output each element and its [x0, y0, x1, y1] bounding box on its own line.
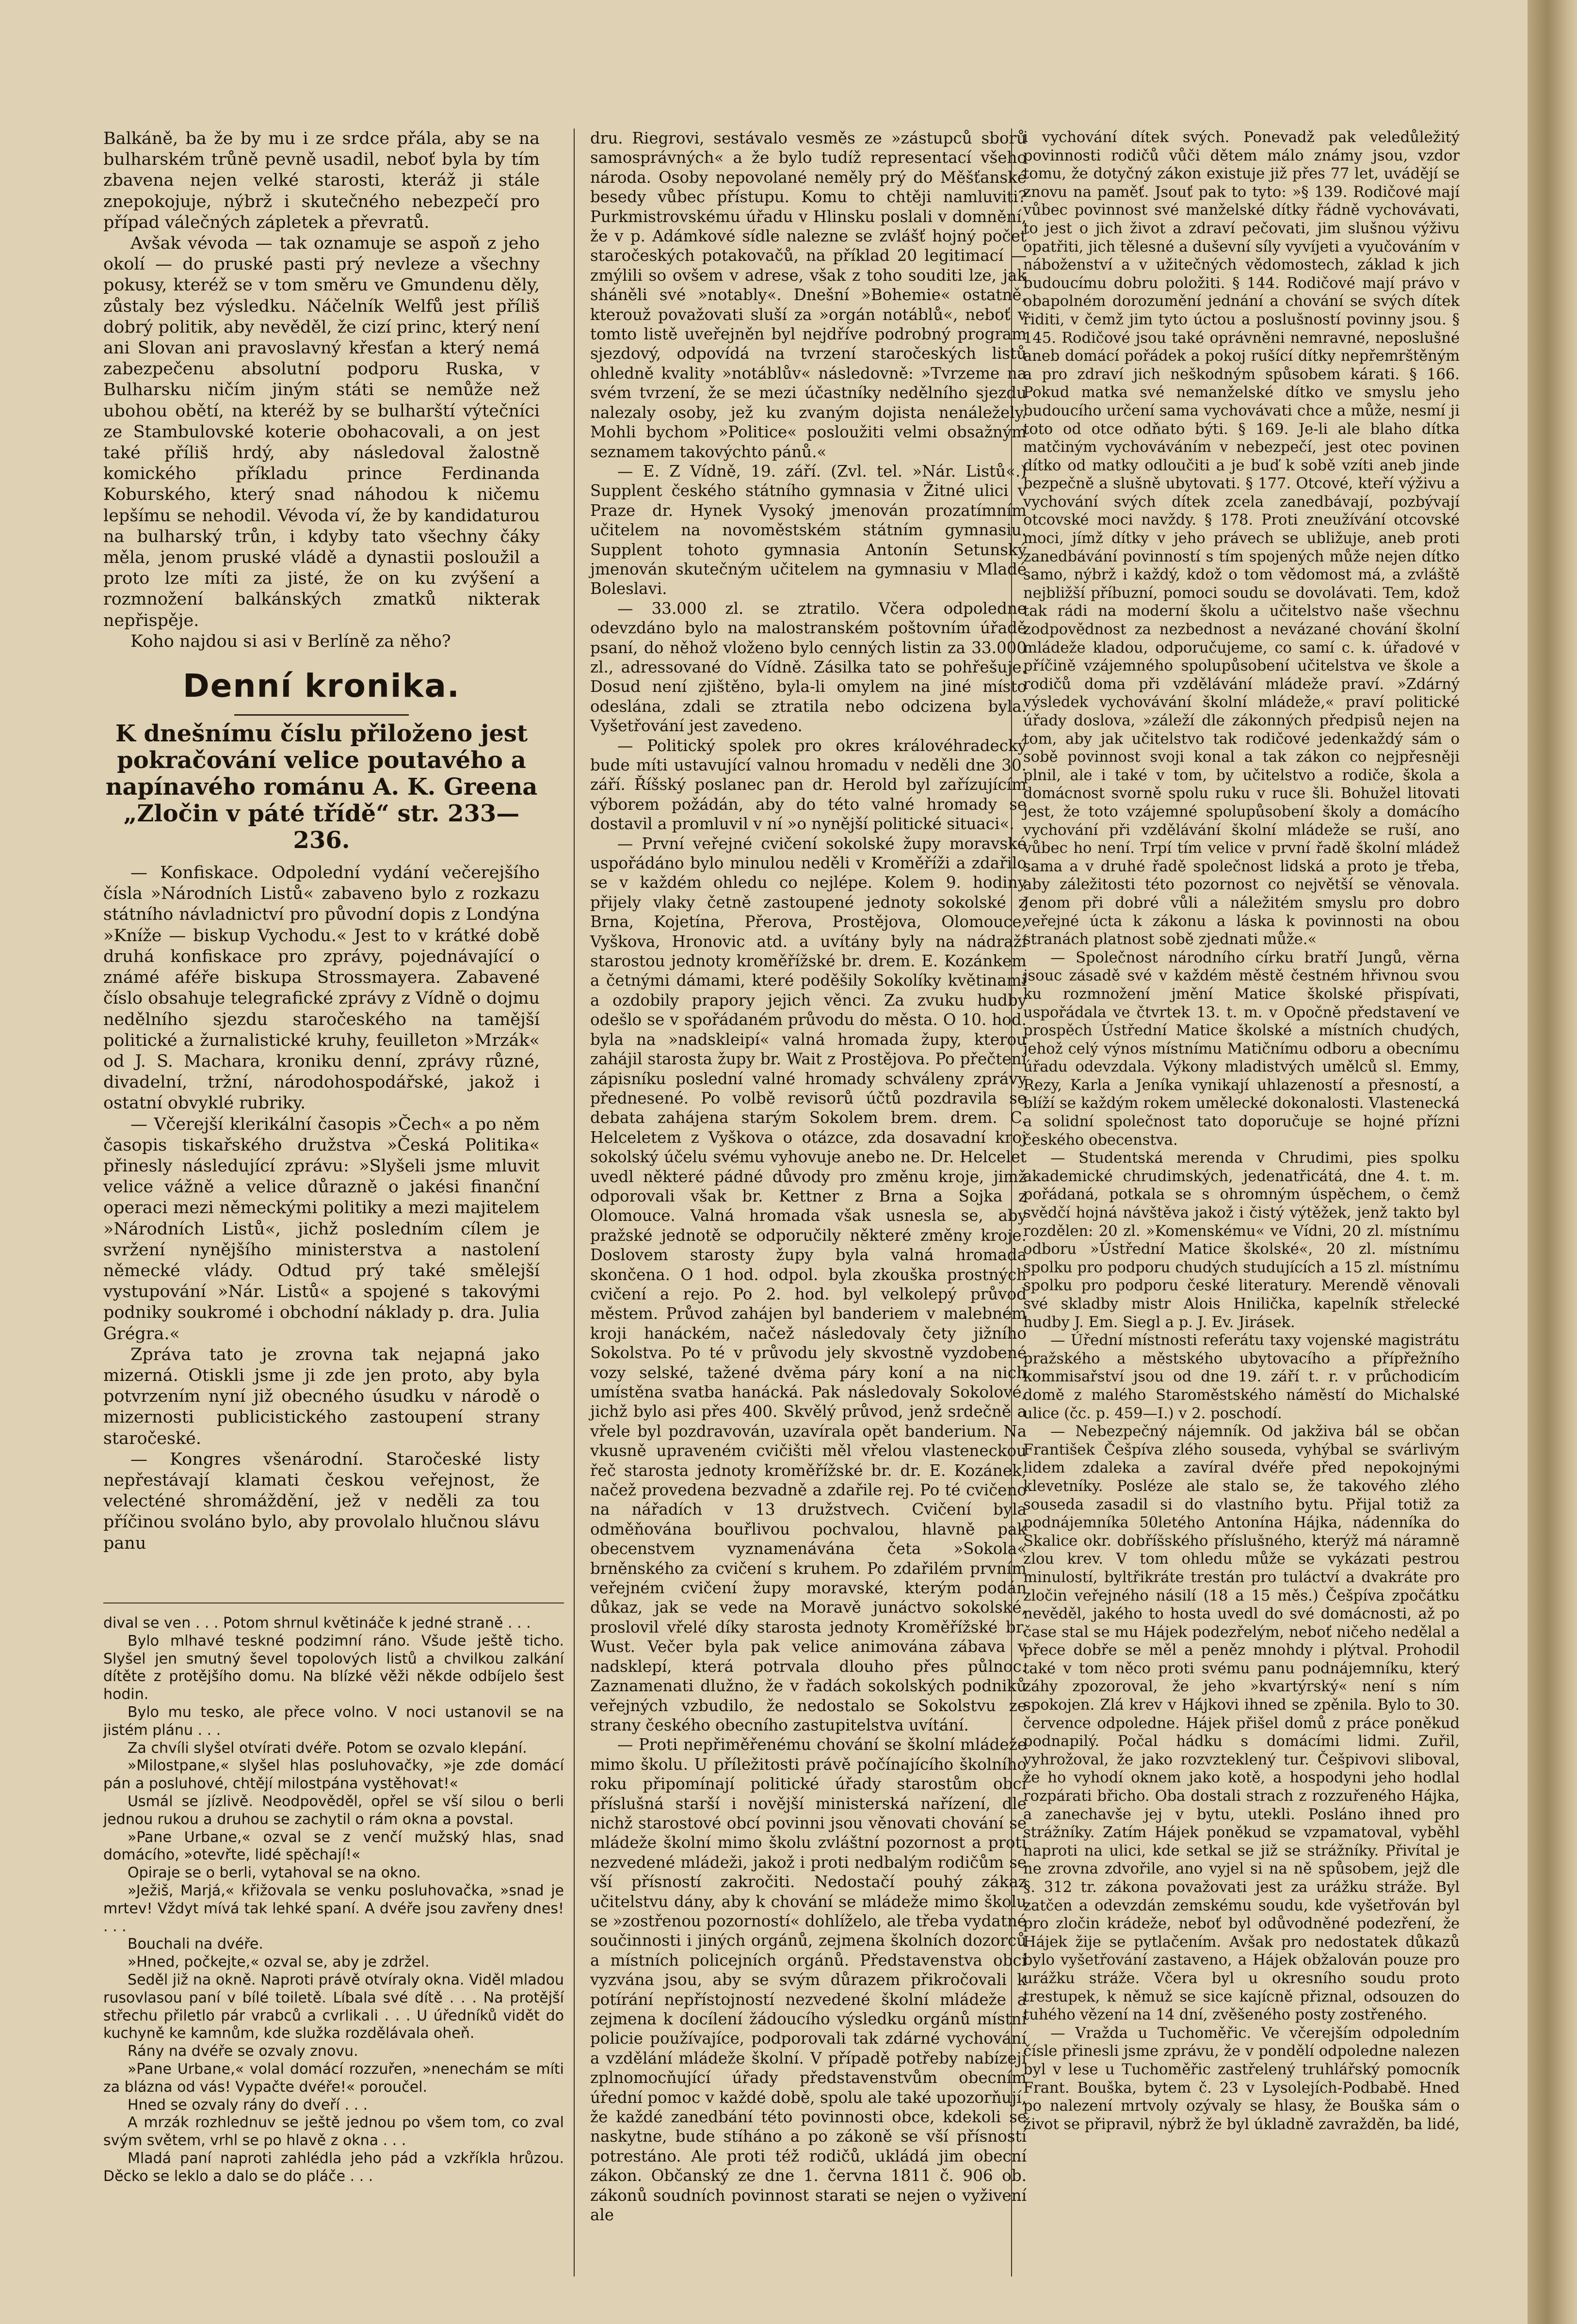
- news-item: — E. Z Vídně, 19. září. (Zvl. tel. »Nár. Listů«.) Supplent českého státního gymnasia v Žitné ulici v Praze dr. Hynek Vysoký jmenován prozatímním učitelem na novoměstském státním gymnasiu. Supplent tohoto gymnasia Antonín Setunský jmenován skutečným učitelem na gymnasiu v Mladé Boleslavi.: [590, 462, 1027, 598]
- news-item: — Kongres všenárodní. Staročeské listy nepřestávají klamati českou veřejnost, že velecténé shromáždění, jež v neděli za tou příčinou svoláno bylo, aby provolalo hlučnou slávu panu: [103, 1449, 540, 1553]
- paragraph: Koho najdou si asi v Berlíně za něho?: [130, 631, 451, 651]
- news-item: — Konfiskace. Odpolední vydání večerejšího čísla »Národních Listů« zabaveno bylo z rozkazu státního návladnictví pro původní dopis z Londýna »Kníže — biskup Vychodu.« Jest to v krátké době druhá konfiskace pro zprávy, pojednávající o známé aféře biskupa Strossmayera. Zabavené číslo obsahuje telegrafické zprávy z Vídně o dojmu nedělního sjezdu staročeského na tamější politické a žurnalistické kruhy, feuilleton »Mrzák« od J. S. Machara, kroniku denní, zprávy různé, divadelní, tržní, národohospodářské, jakož i ostatní obvyklé rubriky.: [103, 863, 540, 1113]
- paragraph: »Milostpane,« slyšel hlas posluhovačky, »je zde domácí pán a posluhové, chtějí milostpána vystěhovat!«: [103, 1757, 564, 1793]
- news-item: — Úřední místnosti referátu taxy vojenské magistrátu pražského a městského ubytovacího a přípřežního kommisařství jsou od dne 19. září t. r. v průchodicím domě z malého Staroměstského náměstí do Michalské ulice (čc. p. 459—I.) v 2. poschodí.: [1023, 1332, 1460, 1422]
- paragraph: A mrzák rozhlednuv se ještě jednou po všem tom, co zval svým světem, vrhl se po hlavě z okna . . .: [103, 2114, 564, 2149]
- paragraph: »Hned, počkejte,« ozval se, aby je zdržel.: [128, 1954, 430, 1971]
- news-item: — Společnost národního círku bratří Jungů, věrna jsouc zásadě své v každém městě čestném hřivnou svou ku rozmnožení jmění Matice školské přispívati, uspořádala ve čtvrtek 13. t. m. v Opočně představení ve prospěch Ústřední Matice školské a místních chudých, jehož celý výnos místnímu Matičnímu odboru a obecnímu úřadu odevzdala. Výkony mladistvých umělců sl. Emmy, Rezy, Karla a Jeníka vynikají uhlazeností a přesností, a blíží se každým rokem umělecké dokonalosti. Vlastenecká a solidní společnost tato doporučuje se hojné přízni českého obecenstva.: [1023, 949, 1460, 1149]
- page-edge: [1528, 0, 1577, 2324]
- divider: [234, 714, 409, 716]
- paragraph: »Pane Urbane,« volal domácí rozzuřen, »nenechám se míti za blázna od vás! Vypačte dvéře!« poroučel.: [103, 2060, 564, 2096]
- paragraph: i vychování dítek svých. Ponevadž pak veledůležitý povinnosti rodičů vůči dětem málo známy jsou, vzdor tomu, že dotyčný zákon existuje již přes 77 let, uvádějí se znovu na paměť. Jsouť pak to tyto: »§ 139. Rodičové mají vůbec povinnost své manželské dítky řádně vychovávati, to jest o jich život a zdraví pečovati, jim slušnou výživu opatřiti, jich tělesné a duševní síly vyvíjeti a vyučováním v náboženství a v užitečných vědomostech, základ k jich budoucímu dobru položiti. § 144. Rodičové mají právo v obapolném dorozumění jednání a chování se svých dítek řiditi, v čemž jim tyto úctou a poslušností povinny jsou. § 145. Rodičové jsou také oprávněni nemravné, neposlušné aneb domácí pořádek a pokoj rušící dítky nepřemrštěným a pro zdraví jich neškodným spůsobem kárati. § 166. Pokud matka své nemanželské dítko ve smyslu jeho budoucího určení sama vychovávati chce a může, nesmí ji toto od otce odňato býti. § 169. Je-li ale blaho dítka matčiným vychováváním v nebezpečí, jest otec povinen dítko od matky odloučiti a je buď k sobě vzíti aneb jinde bezpečně a slušně ubytovati. § 177. Otcové, kteří výživu a vychování svých dítek zcela zanedbávají, pozbývají otcovské moci navždy. § 178. Proti zneužívání otcovské moci, jímž dítky v jeho právech se ubližuje, aneb proti zanedbávání povinností s tím spojených může nejen dítko samo, nýbrž i každý, kdož o tom vědomost má, a zvláště nejbližší příbuzní, pomoci soudu se dovolávati. Tem, kdož tak rádi na moderní školu a učitelstvo naše všechnu zodpovědnost za nezbednost a nevázané chování školní mládeže kladou, odporučujeme, co samí c. k. úřadové v příčině vzájemného spolupůsobení učitelstva ve škole a rodičů doma při vzdělávání mládeže praví. »Zdárný výsledek vychovávání školní mládeže,« praví politické úřady doslova, »záleží dle zákonných předpisů nejen na tom, aby jak učitelstvo tak rodičové jedenkaždý sám o sobě povinnost svoji konal a tak zákon co nejpřesněji plnil, ale i také v tom, by učitelstvo a rodiče, škola a domácnost svorně spolu ruku v ruce šli. Bohužel litovati jest, že toto vzájemné spolupůsobení školy a domácího vychování při vzdělávání školní mládeže se ruší, ano vůbec ho není. Trpí tím velice v první řadě školní mládež sama a v druhé řadě společnost lidská a proto je třeba, aby záležitosti této pozornost co největší se věnovala. Jenom při dobré vůli a náležitém smyslu pro dobro veřejné úcta k zákonu a láska k povinnosti na obou stranách platnost sobě zjednati může.«: [1023, 129, 1460, 948]
- column-3: [1023, 128, 1460, 2133]
- news-item: — Včerejší klerikální časopis »Čech« a po něm časopis tiskařského družstva »Česká Politika« přinesly následující zprávu: »Slyšeli jsme mluvit velice vážně a velice důrazně o jakési finanční operaci mezi německými politiky a mezi majitelem »Národních Listů«, jichž posledním cílem je svržení nynějšího ministerstva a nastolení německé vlády. Odtud prý také smělejší vystupování »Nár. Listů« a spojené s takovými podniky soukromé i obchodní náklady p. dra. Julia Grégra.«: [103, 1114, 540, 1344]
- column-2: [590, 128, 1027, 2225]
- column-rule-left: [574, 128, 575, 2276]
- news-item: — Politický spolek pro okres královéhradecký bude míti ustavující valnou hromadu v neděli dne 30. září. Říšský poslanec pan dr. Herold byl zařízujícím výborem požádán, aby do této valné hromady se dostavil a promluvil v ní »o nynější politické situaci«.: [590, 736, 1027, 833]
- section-title: Denní kronika.: [182, 667, 461, 705]
- feuilleton: [103, 1615, 564, 2186]
- paragraph: Opiraje se o berli, vytahoval se na okno.: [128, 1864, 421, 1882]
- news-item: — První veřejné cvičení sokolské župy moravské uspořádáno bylo minulou neděli v Kroměříži a zdařilo se v každém ohledu co nejlépe. Kolem 9. hodiny přijely vlaky četně zastoupené jednoty sokolské z Brna, Kojetína, Přerova, Prostějova, Olomouce, Vyškova, Hronovic atd. a uvítány byly na nádraží starostou jednoty kroměřížské br. drem. E. Kozánkem a četnými dámami, které poděšily Sokolíky květinami a ozdobily prapory jejich věnci. Za zvuku hudby odešlo se v spořádaném průvodu do města. O 10. hod. byla na »nadskleipí« valná hromada župy, kterou zahájil starosta župy br. Wait z Prostějova. Po přečtení zápisníku poslední valné hromady schváleny zprávy přednesené. Po volbě revisorů účtů pozdravila se debata zahájena starým Sokolem brem. drem. C. Helceletem z Vyškova o otázce, zda dosavadní kroj sokolský účelu svému vyhovuje anebo ne. Dr. Helcelet uvedl některé pádné důvody pro změnu kroje, jimž odporovali však br. Kettner z Brna a Sojka z Olomouce. Valná hromada však usnesla se, aby pražské jednotě se odporučily některé změny kroje. Doslovem starosty župy byla valná hromada skončena. O 1 hod. odpol. byla zkouška prostných cvičení a rejo. Po 2. hod. byl velkolepý průvod městem. Průvod zahájen byl banderiem v malebném kroji hanáckém, načež následovaly čety jižního Sokolstva. Po té v průvodu jely skvostně vyzdobené vozy selské, tažené dvěma páry koní a na nich umístěna svatba hanácká. Pak následovaly Sokolové, jichž bylo asi přes 400. Skvělý průvod, jenž srdečně a vřele byl pozdravován, uzavírala opět banderium. Na vkusně upraveném cvičišti měl vřelou vlasteneckou řeč starosta jednoty kroměřížské br. dr. E. Kozánek, načež provedena bezvadně a zdařile rej. Po té cvičeno na nářadích v 13 družstvech. Cvičení byla odměňována bouřlivou pochvalou, hlavně pak obecenstvem vyznamenávána četa »Sokola« brněnského za cvičení s kruhem. Po zdařilém prvním veřejném cvičení župy moravské, kterým podán důkaz, jak se vede na Moravě junáctvo sokolské, proslovil vřelé díky starosta jednoty Kroměřížské br. Wust. Večer byla pak velice animována zábava v nadsklepí, která potrvala dlouho přes půlnoc. Zaznamenati dlužno, že v řadách sokolských podniků veřejných vzbudilo, že nedostalo se Sokolstvu ze strany českého obecního zastupitelstva uvítání.: [590, 834, 1027, 1734]
- supplement-notice: K dnešnímu číslu přiloženo jest pokračování velice poutavého a napínavého románu A. K. Greena „Zločin v páté třídě“ str. 233—236.: [105, 720, 538, 854]
- news-item: — Proti nepřiměřenému chování se školní mládeže mimo školu. U příležitosti právě počínajícího školního roku připomínají politické úřady starostům obcí příslušná starší i novější ministerská nařízení, dle nichž starostové obcí povinni jsou věnovati chování se mládeže školní mimo školu zvláštní pozornost a proti nezvedené mládeži, jakož i proti nedbalým rodičům se vší přísností zakročiti. Nedostačí pouhý zákaz učitelstvu dány, aby k chování se mládeže mimo školu se »zostřenou pozorností« dohlíželo, ale třeba vydatné součinnosti i jiných orgánů, zejmena školních dozorců a místních policejních orgánů. Představenstva obcí vyzvána jsou, aby se svým důrazem přikročovali k potírání nepřístojností nezvedené školní mládeže a zejmena k docílení žádoucího výsledku orgánů místní policie používajíce, podporovali tak zdárné vychování a vzdělání mládeže školní. V případě potřeby nabízejí zplnomocňující úřady představenstvům obecním úřední pomoc v každé době, spolu ale také upozorňují, že každé zanedbání této povinnosti obce, kdekoli se naskytne, bude stíháno a po zákoně se vší přísností potrestáno. Ale proti též rodičů, ukládá jim obecní zákon. Občanský ze dne 1. června 1811 č. 906 ob. zákonů soudních povinnost starati se nejen o vyživení ale: [590, 1735, 1027, 2225]
- news-item: Zpráva tato je zrovna tak nejapná jako mizerná. Otiskli jsme ji zde jen proto, aby byla potvrzením nyní již obecného úsudku v národě o mizernosti publicistického zastoupení strany staročeské.: [103, 1345, 540, 1448]
- paragraph: Usmál se jízlivě. Neodpověděl, opřel se vší silou o berli jednou rukou a druhou se zachytil o rám okna a povstal.: [103, 1793, 564, 1828]
- news-item: — 33.000 zl. se ztratilo. Včera odpoledne odevzdáno bylo na malostranském poštovním úřadě psaní, do něhož vloženo bylo cenných listin za 33.000 zl., adressované do Vídně. Zásilka tato se pohřešuje. Dosud není zjištěno, byla-li omylem na jiné místo odeslána, zdali se ztratila nebo odcizena byla. Vyšetřování jest zavedeno.: [590, 599, 1027, 736]
- column-1: [103, 128, 540, 1554]
- paragraph: »Ježiš, Marjá,« křižovala se venku posluhovačka, »snad je mrtev! Vždyt mívá tak lehké spaní. A dvéře jsou zavřeny dnes! . . .: [103, 1882, 564, 1935]
- news-item: — Nebezpečný nájemník. Od jakživa bál se občan František Češpíva zlého souseda, vyhýbal se svárlivým lidem zdaleka a zavíral dvéře před nepokojnými klevetníky. Posléze ale stalo se, že takového zlého souseda zasadil si do vlastního bytu. Přijal totiž za podnájemníka 50letého Antonína Hájka, nádenníka do Skalice okr. dobříšského příslušného, kterýž má náramně zlou krev. V tom ohledu může se vykázati pestrou minulostí, byltřikráte trestán pro tuláctví a dvakráte pro zločin veřejného násilí (18 a 15 měs.) Češpíva zpočátku nevěděl, jakého to hosta uvedl do své domácnosti, až po čase stal se mu Hájek podezřelým, neboť ničeho nedělal a přece dobře se měl a peněz mnohdy i plýtval. Prohodil také v tom něco proti svému panu podnájemníku, který záhy zpozoroval, že jeho »kvartýrský« není s ním spokojen. Zlá krev v Hájkovi ihned se zpěnila. Bylo to 30. července odpoledne. Hájek přišel domů z práce poněkud podnapilý. Počal hádku s domácími lidmi. Zuřil, vyhrožoval, že jako rozvzteklený tur. Češpivovi sliboval, že ho vyhodí oknem jako kotě, a hospodyni jeho hodlal rozpárati břicho. Oba dostali strach z rozzuřeného Hájka, a zanechavše jej v bytu, utekli. Posláno ihned pro strážníky. Zatím Hájek poněkud se vzpamatoval, vyběhl naproti na ulici, kde setkal se již se strážníky. Přivítal je ne zrovna zdvořile, ano vyjel si na ně spůsobem, jejž dle §. 312 tr. zákona považovati jest za urážku stráže. Byl zatčen a odevzdán zemskému soudu, kde vyšetřován byl pro zločin krádeže, neboť byl odůvodněné podezření, že Hájek žije se pytlačením. Avšak pro nedostatek důkazů bylo vyšetřování zastaveno, a Hájek obžalován pouze pro urážku stráže. Včera byl u okresního soudu proto trestupek, k němuž se sice kajícně přiznal, odsouzen do tuhého vězení na 14 dní, zvěšeného posty zostřeného.: [1023, 1423, 1460, 2024]
- paragraph: Balkáně, ba že by mu i ze srdce přála, aby se na bulharském trůně pevně usadil, neboť byla by tím zbavena nejen velké starosti, kteráž ji stále znepokojuje, nýbrž i skutečného nebezpečí pro případ válečných zápletek a převratů.: [103, 129, 540, 232]
- paragraph: dival se ven . . . Potom shrnul květináče k jedné straně . . .: [103, 1615, 531, 1632]
- paragraph: Bylo mu tesko, ale přece volno. V noci ustanovil se na jistém plánu . . .: [103, 1703, 564, 1739]
- paragraph: Za chvíli slyšel otvírati dvéře. Potom se ozvalo klepání.: [128, 1739, 527, 1757]
- paragraph: dru. Riegrovi, sestávalo vesměs ze »zástupců sborů samosprávných« a že bylo tudíž representací všeho národa. Osoby nepovolané neměly prý do Měšťanské besedy vůbec přístupu. Komu to chtěji namluviti? Purkmistrovskému úřadu v Hlinsku poslali v domnění, že v p. Adámkové sídle nalezne se zvlášť hojný počet staročeských potakovačů, na příklad 20 legitimací — zmýlili so ovšem v adrese, však z toho souditi lze, jak sháněli své »notably«. Dnešní »Bohemie« ostatně, kterouž považovati sluší za »orgán notáblů«, neboť v tomto listě uveřejněn byl nejdříve podrobný program sjezdový, odpovídá na tvrzení staročeských listů ohledně kvality »notáblův« následovně: »Tvrzeme na svém tvrzení, že se mezi účastníky nedělního sjezdu nalezaly osoby, jež ku zvaným dojista nenáležely. Mohli bychom »Politice« posloužiti velmi obsažným seznamem takovýchto pánů.«: [590, 129, 1027, 461]
- paragraph: Hned se ozvaly rány do dveří . . .: [128, 2096, 368, 2114]
- paragraph: Bylo mlhavé teskné podzimní ráno. Všude ještě ticho. Slyšel jen smutný ševel topolových listů a chvilkou zalkání dítěte z protějšího domu. Na blízké věži někde odbíjelo šest hodin.: [103, 1632, 564, 1703]
- paragraph: Seděl již na okně. Naproti právě otvíraly okna. Viděl mladou rusovlasou paní v bílé toiletě. Líbala své dítě . . . Na protější střechu přiletlo pár vrabců a cvrlikali . . . U úředníků vidět do kuchyně ke kamnům, kde služka rozdělávala oheň.: [103, 1971, 564, 2042]
- news-item: — Vražda u Tuchoměřic. Ve včerejším odpoledním čísle přinesli jsme zprávu, že v pondělí odpoledne nalezen byl v lese u Tuchoměřic zastřelený truhlářský pomocník Frant. Bouška, bytem č. 23 v Lysolejích-Podbabě. Hned po nalezení mrtvoly ozývaly se hlasy, že Bouška sám o život se připravil, nýbrž že byl úkladně zavražděn, ba lidé,: [1023, 2024, 1460, 2133]
- paragraph: Avšak vévoda — tak oznamuje se aspoň z jeho okolí — do pruské pasti prý nevleze a všechny pokusy, kteréž se v tom směru ve Gmundenu děly, zůstaly bez výsledku. Náčelník Welfů jest příliš dobrý politik, aby nevěděl, že cizí princ, který není ani Slovan ani pravoslavný křesťan a který nemá zabezpečenu absolutní podporu Ruska, v Bulharsku ničím jiným státi se nemůže než ubohou obětí, na kteréž by se bulharští výtečníci ze Stambulovské koterie obohacovali, a on jest také příliš hrdý, aby následoval žalostně komického příkladu prince Ferdinanda Koburského, který snad náhodou k ničemu lepšímu se nehodil. Vévoda ví, že by kandidaturou na bulharský trůn, i kdyby tato všechny čáky měla, jenom pruské vládě a dynastii posloužil a proto lze míti za jisté, že on ku zvýšení a rozmnožení balkánských zmatků nikterak nepřispěje.: [103, 234, 540, 630]
- news-item: — Studentská merenda v Chrudimi, pies spolku akademické chrudimských, jedenatřicátá, dne 4. t. m. pořádaná, potkala se s ohromným úspěchem, o čemž svědčí hojná návštěva jakož i čistý výtěžek, jenž takto byl rozdělen: 20 zl. »Komenskému« ve Vídni, 20 zl. místnímu odboru »Ústřední Matice školské«, 20 zl. místnímu spolku pro podporu chudých studujících a 15 zl. místnímu spolku pro podporu české literatury. Merendě věnovali své skladby mistr Alois Hnilička, kapelník střelecké hudby J. Em. Siegl a p. J. Ev. Jirásek.: [1023, 1150, 1460, 1331]
- paragraph: Bouchali na dvéře.: [128, 1936, 263, 1953]
- paragraph: Mladá paní naproti zahlédla jeho pád a vzkříkla hrůzou. Děcko se leklo a dalo se do pláče . . .: [103, 2149, 564, 2185]
- paragraph: »Pane Urbane,« ozval se z venčí mužský hlas, snad domácího, »otevřte, lidé spěchají!«: [103, 1828, 564, 1864]
- paragraph: Rány na dvéře se ozvaly znovu.: [128, 2043, 358, 2060]
